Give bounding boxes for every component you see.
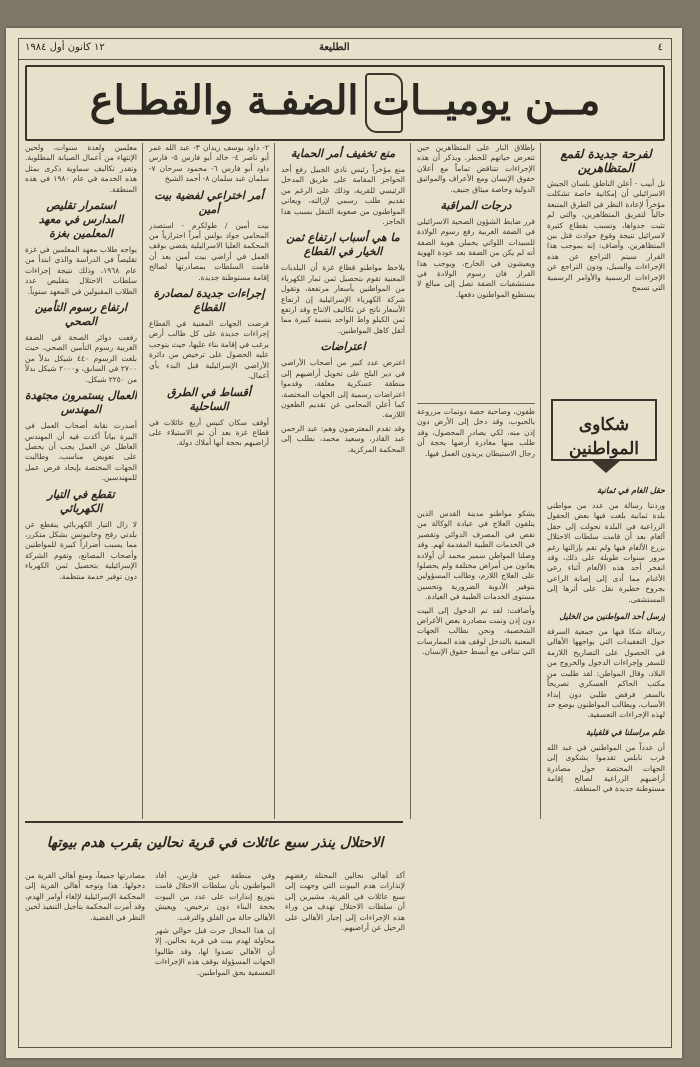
article-electricity-body: لا زال التيار الكهربائي ينقطع عن بلدتي رفح وخانيونس بشكل متكرر، مما يسبب أضراراً كبيرة للمواطنين وأصحاب المصانع، وتقوم الشركة الإسرائيلية بتحصيل ثمن الكهرباء دون توفير خدمة منتظمة. <box>25 519 137 581</box>
article-beit-amin-body: بيت أمين / طولكرم - استصدر المحامي جواد بولس أمراً احترازياً من المحكمة العليا الاسرائيلية يقضي بوقف العمل في أراضي بيت أمين بعد أن قامت السلطات بمصادرتها لصالح إقامة مستوطنة جديدة. <box>149 220 269 282</box>
bottom-col-2 <box>155 871 275 1041</box>
rule-h1 <box>417 403 535 404</box>
article-top-left-body: معلمين ولعدة سنوات، ولحين الإنتهاء من أعمال الصيانة المطلوبة. وتقدر تكاليف سماوية ذكرى بمثل هذه الخدمة في عام ١٩٨٠ في هذه المنطقة. <box>25 143 137 194</box>
article-qalqilya-body: أن عدداً من المواطنين في عبد الله قرب نابلس تقدموا بشكوى إلى الجهات المختصة حول مصادرة أراضيهم الزراعية لصالح إقامة مستوطنة جديدة في المنطقة. <box>547 742 665 794</box>
bottom-body-3: إن هذا المجال جرت قبل حوالي شهر محاولة لهدم بيت في قرية نحالين، إلا أن الأهالي تصدوا لها، وقد طالبوا الجهات المسؤولة بوقف هذه الإجراءات التعسفية بحق المواطنين. <box>155 926 275 977</box>
article-health-body: رفعت دوائر الصحة في الضفة الغربية رسوم التأمين الصحي، حيث بلغت الرسوم ٤٤٠ شيكل بدلاً من ٢٧٠٠ في السابق، و٢٠٠٠ شيكل بدلاً من ٢٢٥٠ شيكل. <box>25 333 137 384</box>
rule-bottom-story <box>25 821 403 823</box>
heading-prices: ما هي أسباب ارتفاع ثمن الخيار في القطاع <box>286 231 400 259</box>
column-mid-left <box>149 143 269 819</box>
heading-teachers-institute: استمرار تقليص المدارس في معهد المعلمين بغزة <box>38 199 124 241</box>
rule-2 <box>410 143 411 819</box>
article-objections-body-2: وقد تقدم المعترضون وهم: عبد الرحمن عبد القادر، وسعيد محمد، بطلب إلى المحكمة المركزية. <box>281 423 405 454</box>
rule-4 <box>142 143 143 819</box>
article-land-body: طفون، وصاحبة حصة دونمات مزروعة بالحبوب، وقد دخل إلى الأرض دون إذن منه، لكي يصادر المحصول، وقد طلب منها مغادرة أرضها بحجة أن رجال الاستيطان يريدون العمل فيها. <box>417 407 535 458</box>
column-mid-right-mid <box>417 407 535 505</box>
bottom-headline-wrap <box>25 829 405 869</box>
article-clinic-body: يشكو مواطنو مدينة القدس الذين يتلقون العلاج في عيادة الوكالة من نقص في المصرف الدوائي وتقصير في الخدمات الطبية المقدمة لهم. وقد وصلنا المواطن سمير محمد أن أولاده يعانون من أمراض مختلفة ولم يحصلوا على العلاج اللازم، وطالب المسؤولين بتوفير الأدوية الضرورية وتحسين مستوى الخدمات الطبية في العيادة. <box>417 509 535 602</box>
bottom-body-2: وفي منطقة عين فارس، أفاد المواطنون بأن سلطات الاحتلال قامت بتوزيع إنذارات على عدد من البيوت بحجة البناء دون ترخيص، ويعيش الأهالي حالة من القلق والترقب. <box>155 871 275 922</box>
complaints-box <box>551 399 657 461</box>
heading-beit-amin: أمر اختراعي لفضية بيت أمين <box>154 188 264 216</box>
heading-electricity: تقطع في التيار الكهربائي <box>47 487 115 515</box>
heading-coastal: أقساط في الطرق الساحلية <box>167 385 251 413</box>
paper-name: الطليعة <box>319 42 350 53</box>
article-objections-body: اعترض عدد كبير من أصحاب الأراضي في دير البلح على تحويل أراضيهم إلى منطقة عسكرية مغلقة، وقدموا اعتراضات رسمية إلى الجهات المختصة، كما أعلن المحامي عن تقديم الطعون اللازمة. <box>281 358 405 420</box>
heading-dispersal: لفرحة جديدة لقمع المتظاهرين <box>560 147 652 175</box>
article-new-measures-body: فرضت الجهات المعنية في القطاع إجراءات جديدة على كل طالب أرض يرغب في إقامة بناء عليها، حيث يتوجب عليه الحصول على ترخيص من دائرة الأراضي الإسرائيلية قبل البدء بأي أعمال. <box>149 319 269 381</box>
article-teachers-body: يواجه طلاب معهد المعلمين في غزة تقليصاً في الدراسة والذي ابتدأ من عام ١٩٦٨، وذلك نتيجة إجراءات سلطات الاحتلال بتقليص عدد الطلاب المقبولين في المعهد سنوياً. <box>25 245 137 296</box>
column-left <box>25 143 137 819</box>
page-frame <box>18 38 672 1048</box>
page-header <box>19 39 671 60</box>
article-hebron-body: رسالة شكا فيها من جمعية السرقة حول التعقيدات التي يواجهها الأهالي في الحصول على التصاريح اللازمة للسفر وإجراءات الدخول والخروج من البلاد، وقال المواطن: لقد طلبت من مكتب الحاكم العسكري تصريحاً بالسفر فرفض طلبي دون إبداء الأسباب، ويطالب المواطنون بوضع حد لهذه الإجراءات التعسفية. <box>547 627 665 720</box>
heading-objections: اعتراضات <box>320 340 366 354</box>
issue-date: ١٢ كانون أول ١٩٨٤ <box>25 42 105 53</box>
newspaper-page <box>6 28 682 1058</box>
column-mid-right <box>417 143 535 401</box>
rule-1 <box>540 143 541 819</box>
article-continued-body: بإطلاق النار على المتظاهرين حين تتعرض حياتهم للخطر. ويذكر أن هذه الإجراءات تتناقض تماماً مع أعلان حقوق الإنسان ومع الأعراف والمواثيق الدولية وخاصة ميثاق جنيف. <box>417 143 535 194</box>
complaints-title: شكاوى المواطنين <box>569 415 639 459</box>
article-engineer-body: أصدرت نقابة أصحاب العمل في البيرة بياناً أكدت فيه أن المهندس العاطل عن العمل يجب أن يحصل على تعويض مناسب، وطالبت الجهات المختصة بإيجاد فرص عمل للمهندسين. <box>25 421 137 483</box>
masthead-title: مــن يوميــات الضفـة والقطـاع <box>89 77 601 124</box>
bottom-col-3 <box>25 871 145 1041</box>
bottom-col-1 <box>285 871 405 1041</box>
bottom-body-1: أكد أهالي نحالين المحتلة رفضهم لإنذارات هدم البيوت التي وجهت إلى سبع عائلات في القرية، مشيرين إلى أن سلطات الاحتلال تهدف من وراء هذه الإجراءات إلى إجبار الأهالي على الرحيل عن أراضيهم. <box>285 871 405 933</box>
column-mid-right-low <box>417 509 535 819</box>
bottom-headline: الاحتلال ينذر سبع عائلات في قرية نحالين بقرب هدم بيوتها <box>46 835 384 851</box>
heading-monitoring: درجات المراقبة <box>440 199 512 213</box>
sub-qalqilya: علم مراسلنا في قلقيلية <box>585 726 665 737</box>
sub-landmines: حقل الغام في ثمانية <box>596 485 665 495</box>
article-protection-body: منع مؤخراً رئيس نادي الجبيل رفع أحد الحواجز المقامة على طريق المدخل الرئيسي للقرية، وذلك على الرغم من تقديم طلب رسمي لإزالته، ويعاني المواطنون من صعوبة التنقل بسبب هذا الحاجز. <box>281 165 405 227</box>
article-monitoring-body: قرر ضابط الشؤون الصحية الاسرائيلي في الضفة الغربية رفع رسوم الولادة للسيدات اللواتي يحملن هوية الضفة أنه لم يكن من الضفة بعد عودة الهوية ويعيشون في الخارج، ويوجب هذا القرار فان رسوم الولادة في مستشفيات الضفة تصل إلى مبالغ لا يستطيع المواطنون دفعها. <box>417 217 535 299</box>
column-right-lower <box>547 479 665 819</box>
article-prices-body: يلاحظ مواطنو قطاع غزة أن البلديات المعنية تقوم بتحصيل ثمن ثمار الكهرباء من المواطنين بأسعار مرتفعة، وتقول شركة الكهرباء الإسرائيلية إن ارتفاع الأسعار ناتج عن تكاليف الانتاج وقد ارتفع ثمن الكيلو واط الواحد بنسبة كبيرة مما أثقل كاهل المواطنين. <box>281 263 405 335</box>
column-right-top <box>547 143 665 393</box>
sub-hebron: إرسل أحد المواطنين من الخليل <box>559 611 665 622</box>
masthead-banner <box>25 65 665 141</box>
article-clinic-body-2: وأضافت: لقد تم الدخول إلى البيت دون إذن وتمت مصادرة بعض الأغراض الشخصية، ونحن نطالب الجهات المعنية بالتدخل لوقف هذه الممارسات التي تتنافى مع أبسط حقوق الإنسان. <box>417 605 535 657</box>
heading-new-measures: إجراءات جديدة لمصادرة القطاع <box>153 287 265 315</box>
arrow-down-icon <box>590 459 622 473</box>
names-list: ٢- داود يوسف زيدان ٣- عبد الله عمر أبو ناصر ٤- خالد أبو فارس ٥- فارس داود أبو فارس ٦- محمود سرحان ٧- سلمان عبد سلمان ٨- أحمد الشيخ <box>149 143 269 184</box>
article-coastal-body: أوقف سكان كنيس أربع عائلات في قطاع غزة بعد أن تم الاستيلاء على أراضيهم بحجة أنها أملاك دولة. <box>149 417 269 448</box>
heading-health-insurance: ارتفاع رسوم التأمين الصحي <box>34 301 128 329</box>
rule-3 <box>274 143 275 819</box>
column-center <box>281 143 405 819</box>
bottom-body-4: مصادرتها جميعاً، ومنع أهالي القرية من دخولها. هذا وتوجه أهالي القرية إلى المحكمة الإسرائيلية لإلغاء أوامر الهدم، وقد أمرت المحكمة بتأجيل التنفيذ لحين النظر في القضية. <box>25 871 145 922</box>
article-dispersal-body: تل أبيب - أعلن الناطق بلسان الجيش الاسرائيلي أن إمكانية خاصة تشكلت مؤخراً لإعادة النظر في الطرق المتبعة حالياً لتفريق المتظاهرين، والتي لم تثبت جدواها، وتسبب بقطاع كثيرة لاسرائيل نتيجة وقوع حوادث قتل بين المتظاهرين. وأضاف: إنه بموجب هذا القرار سيتم التراجع عن هذه الإجراءات والسبل، ودون التراجع عن الإجراءات الرسمية والأوامر الرسمية التي تسمح <box>547 179 665 293</box>
heading-engineer: العمال يستمرون مجتهدة المهندس <box>25 389 137 417</box>
article-landmines-body: وردتنا رسالة من عدد من مواطني بلدة ثمانية بلغت فيها بعض الحقول الزراعية في البلدة تحولت إلى حقل ألغام بعد أن قامت سلطات الاحتلال بزرع الألغام فيها ولم تقم بإزالتها رغم مرور سنوات طويلة على ذلك، وقد انفجر أحد هذه الألغام أثناء رعي الأغنام مما أدى إلى إصابة الراعي بجروح خطيرة نقل على أثرها إلى المستشفى. <box>547 501 665 604</box>
page-number: ٤ <box>657 42 663 53</box>
heading-protection: منع تخفيف أمر الحماية <box>290 147 396 160</box>
